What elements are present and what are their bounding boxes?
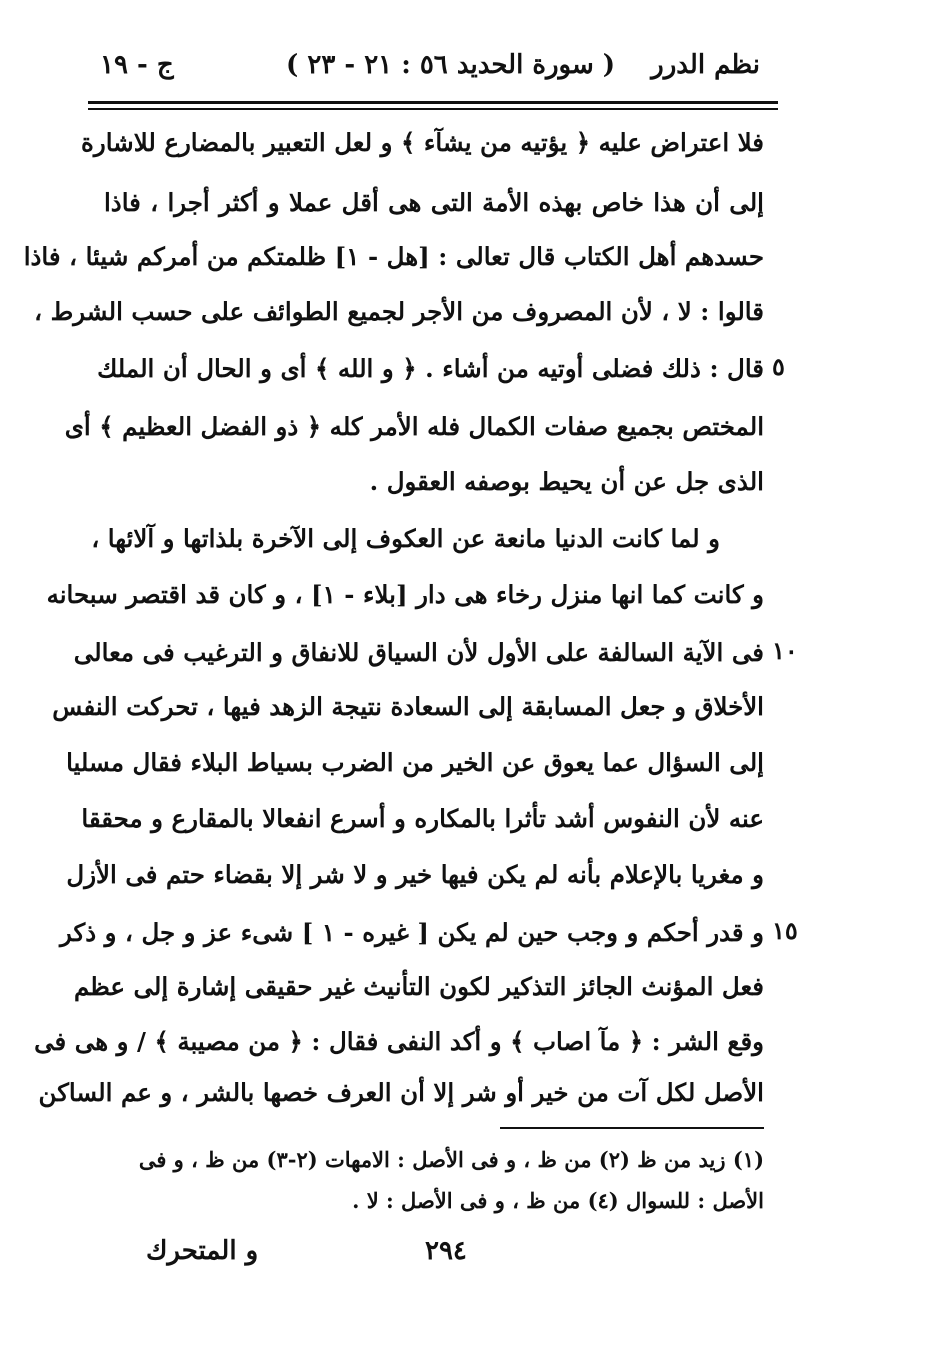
text-line: و مغريا بالإعلام بأنه لم يكن فيها خير و لا شر إلا بقضاء حتم فى الأزل [66,860,764,889]
footnote-rule [500,1127,764,1129]
text-line: و كانت كما انها منزل رخاء هى دار [بلاء - ١] ، و كان قد اقتصر سبحانه [46,580,764,609]
text-line: وقع الشر : ﴿ مآ اصاب ﴾ و أكد النفى فقال : ﴿ من مصيبة ﴾ / و هى فى [34,1027,764,1056]
line-number: ١٠ [772,636,798,665]
text-line: المختص بجميع صفات الكمال فله الأمر كله ﴿ ذو الفضل العظيم ﴾ أى [64,412,764,441]
text-line: فى الآية السالفة على الأول لأن السياق للانفاق و الترغيب فى معالى [73,638,764,667]
line-number: ٥ [772,352,785,381]
text-line: فعل المؤنث الجائز التذكير لكون التأنيث غير حقيقى إشارة إلى عظم [73,972,764,1001]
text-line: إلى السؤال عما يعوق عن الخير من الضرب بسياط البلاء فقال مسليا [66,748,764,777]
text-line: حسدهم أهل الكتاب قال تعالى : [هل - ١] ظلمتكم من أمركم شيئا ، فاذا [23,242,764,271]
text-line: الأخلاق و جعل المسابقة إلى السعادة نتيجة الزهد فيها ، تحركت النفس [52,692,764,721]
line-number: ١٥ [772,916,798,945]
header-rule-thick [88,101,778,104]
catchword: و المتحرك [146,1236,259,1266]
text-line: الذى جل عن أن يحيط بوصفه العقول . [369,467,764,496]
text-line: و قدر أحكم و وجب حين لم يكن [ غيره - ١ ] شىء عز و جل ، و ذكر [60,918,764,947]
text-line: و لما كانت الدنيا مانعة عن العكوف إلى الآخرة بلذاتها و آلائها ، [91,524,720,553]
sura-reference: ( سورة الحديد ٥٦ : ٢١ - ٢٣ ) [286,50,616,80]
book-title: نظم الدرر [651,50,760,80]
text-line: قال : ذلك فضلى أوتيه من أشاء . ﴿ و الله ﴾ أى و الحال أن الملك [97,354,764,383]
footnote-line: (١) زيد من ظ (٢) من ظ ، و فى الأصل : الامهات (٢-٣) من ظ ، و فى [138,1147,764,1172]
header-rule-thin [88,108,778,110]
volume-number: ج - ١٩ [100,50,174,80]
running-header [88,48,778,94]
text-line: قالوا : لا ، لأن المصروف من الأجر لجميع الطوائف على حسب الشرط ، [34,297,764,326]
text-line: عنه لأن النفوس أشد تأثرا بالمكاره و أسرع انفعالا بالمقارع و محققا [81,804,764,833]
footnote-line: الأصل : للسوال (٤) من ظ ، و فى الأصل : لا . [352,1188,764,1213]
page-number: ٢٩٤ [425,1236,467,1266]
text-line: فلا اعتراض عليه ﴿ يؤتيه من يشآء ﴾ و لعل التعبير بالمضارع للاشارة [81,128,764,157]
text-line: إلى أن هذا خاص بهذه الأمة التى هى أقل عملا و أكثر أجرا ، فاذا [104,188,764,217]
text-line: الأصل لكل آت من خير أو شر إلا أن العرف خصها بالشر ، و عم الساكن [38,1078,764,1107]
